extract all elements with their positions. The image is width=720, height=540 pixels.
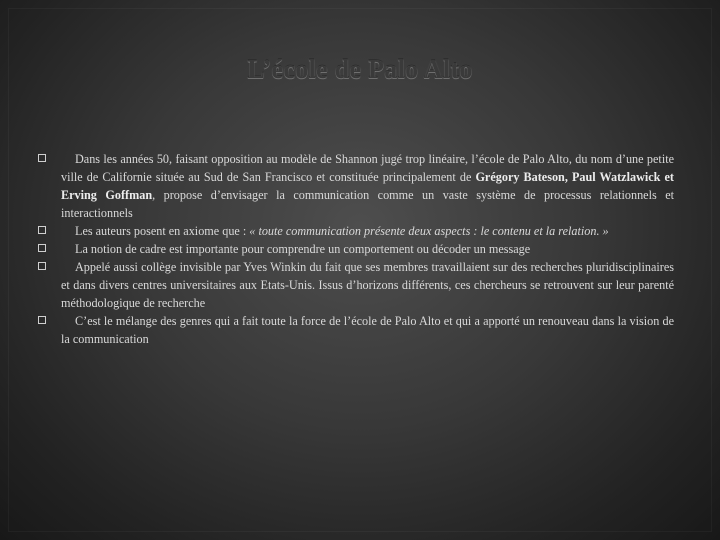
bullet-text: Appelé aussi collège invisible par Yves Winkin du fait que ses membres travaillaient sur des recherches pluridisciplinaires et dans divers centres universitaires aux Etats-Unis. Issus d’horizons différents, ces chercheurs se retrouvent sur leur parenté méthodologique de recherche	[61, 260, 674, 310]
bullet-text: , propose d’envisager la communication comme un vaste système de processus relationnels et interactionnels	[61, 188, 675, 220]
bullet-text: Dans les années 50, faisant opposition au modèle de Shannon jugé trop linéaire, l’école de Palo Alto, du nom d’une petite ville de Californie située au Sud de San Francisco et constituée principalement de	[61, 152, 674, 184]
bullet-item	[38, 150, 674, 222]
bullet-item	[38, 222, 674, 240]
bullet-text: La notion de cadre est importante pour comprendre un comportement ou décoder un message	[75, 242, 531, 256]
bullet-text: Les auteurs posent en axiome que :	[75, 224, 250, 238]
square-bullet-icon	[38, 154, 46, 162]
square-bullet-icon	[38, 262, 46, 270]
bullet-bold-names: Grégory Bateson, Paul Watzlawick et Erving Goffman	[61, 170, 674, 202]
slide-body	[38, 150, 674, 348]
square-bullet-icon	[38, 226, 46, 234]
square-bullet-icon	[38, 244, 46, 252]
bullet-item	[38, 312, 674, 348]
bullet-text: C’est le mélange des genres qui a fait toute la force de l’école de Palo Alto et qui a apporté un renouveau dans la vision de la communication	[61, 314, 674, 346]
slide-title: L’école de Palo Alto	[247, 55, 473, 84]
bullet-item	[38, 258, 674, 312]
square-bullet-icon	[38, 316, 46, 324]
bullet-item	[38, 240, 674, 258]
bullet-quote: « toute communication présente deux aspects : le contenu et la relation. »	[249, 224, 609, 238]
